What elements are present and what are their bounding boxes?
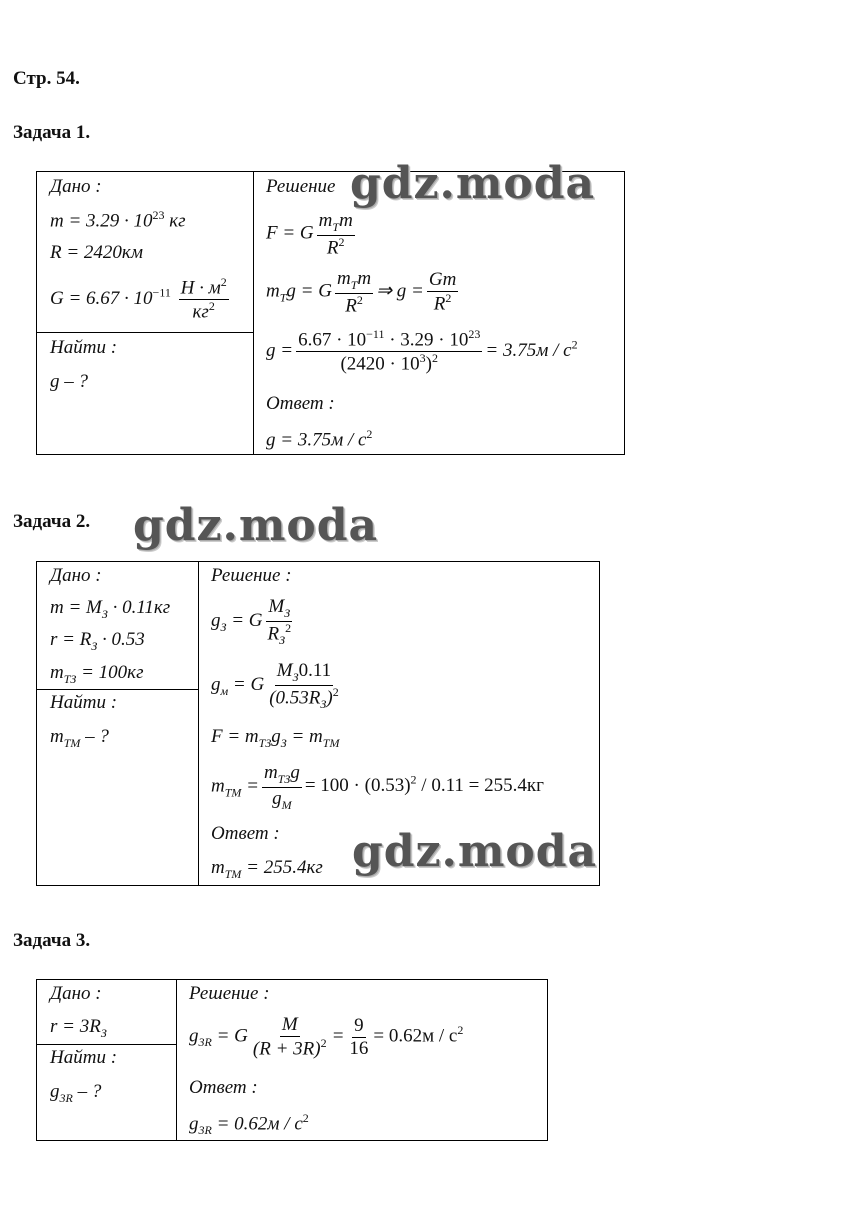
given-mass: $m = M_З \cdot 0.11кг$ [50, 597, 171, 621]
formula-g-calc: g = $\frac{6.67 \cdot 10^{-11} \cdot 3.29 \cdot 10^{23}}{(2420 \cdot 10^3)^2}$ = $3.75м / с^2$ [266, 327, 578, 375]
answer-value: $g_{3R} = 0.62м / с^2$ [189, 1111, 309, 1138]
watermark: gdz.moda [133, 500, 379, 551]
answer-label: Ответ : [266, 393, 335, 414]
table-divider [37, 689, 198, 690]
formula-g-derivation: $m_Tg = G$ $\frac{m_Tm}{R^2}$ ⇒ g = $\frac{Gm}{R^2}$ [266, 268, 457, 316]
task-3-table [36, 979, 548, 1141]
answer-label: Ответ : [189, 1077, 258, 1098]
task-3-title: Задача 3. [13, 930, 91, 951]
answer-value: $m_{ТМ} = 255.4кг$ [211, 857, 323, 881]
watermark: gdz.moda [350, 158, 596, 209]
given-radius: $r = R_З \cdot 0.53$ [50, 629, 145, 653]
solution-label: Решение : [211, 565, 292, 586]
answer-value: $g = 3.75м / с^2$ [266, 427, 373, 451]
table-divider [37, 1044, 176, 1045]
given-g-const: $G = 6.67 \cdot 10^{-11}$ $\frac{Н \cdot м^2}{кг^2}$ [50, 275, 227, 323]
task-2-title: Задача 2. [13, 511, 91, 532]
given-body-mass: $m_{ТЗ} = 100кг$ [50, 662, 144, 686]
find-value: g – ? [50, 371, 88, 392]
given-label: Дано : [50, 176, 102, 197]
formula-force: $F = m_{ТЗ}g_З = m_{ТМ}$ [211, 726, 340, 750]
answer-label: Ответ : [211, 823, 280, 844]
given-mass: $m = 3.29 \cdot 10^{23}$ кг [50, 208, 186, 232]
find-value: $m_{ТМ}$ – ? [50, 726, 109, 750]
solution-label: Решение [266, 176, 336, 197]
formula-g-earth: $g_З = G$ $\frac{M_З}{R_З^2}$ [211, 596, 292, 647]
given-label: Дано : [50, 565, 102, 586]
table-divider [198, 562, 199, 885]
table-divider [176, 980, 177, 1140]
formula-g-mars: $g_м = G$ $\frac{M_З0.11}{(0.53R_З)^2}$ [211, 660, 339, 711]
find-value: $g_{3R}$ – ? [50, 1081, 102, 1105]
given-label: Дано : [50, 983, 102, 1004]
find-label: Найти : [50, 692, 118, 713]
task-1-table [36, 171, 625, 455]
given-radius: $r = 3R_З$ [50, 1016, 107, 1040]
find-label: Найти : [50, 1047, 118, 1068]
table-divider [37, 332, 253, 333]
solution-label: Решение : [189, 983, 270, 1004]
table-divider [253, 172, 254, 454]
formula-force: F = G $\frac{m_Tm}{R^2}$ [266, 210, 353, 258]
watermark: gdz.moda [352, 826, 598, 877]
given-radius: R = 2420км [50, 242, 143, 263]
page-title: Стр. 54. [13, 68, 80, 89]
task-1-title: Задача 1. [13, 122, 91, 143]
find-label: Найти : [50, 337, 118, 358]
formula-mass-result: $m_{ТМ}$ = $\frac{m_{ТЗ}g}{g_М}$ = $100 \cdot (0.53)^2 / 0.11 = 255.4кг$ [211, 762, 544, 812]
formula-g-3r: $g_{3R} = G$ $\frac{M}{(R + 3R)^2}$ = $\frac{9}{16}$ = $0.62м / с^2$ [189, 1014, 464, 1060]
